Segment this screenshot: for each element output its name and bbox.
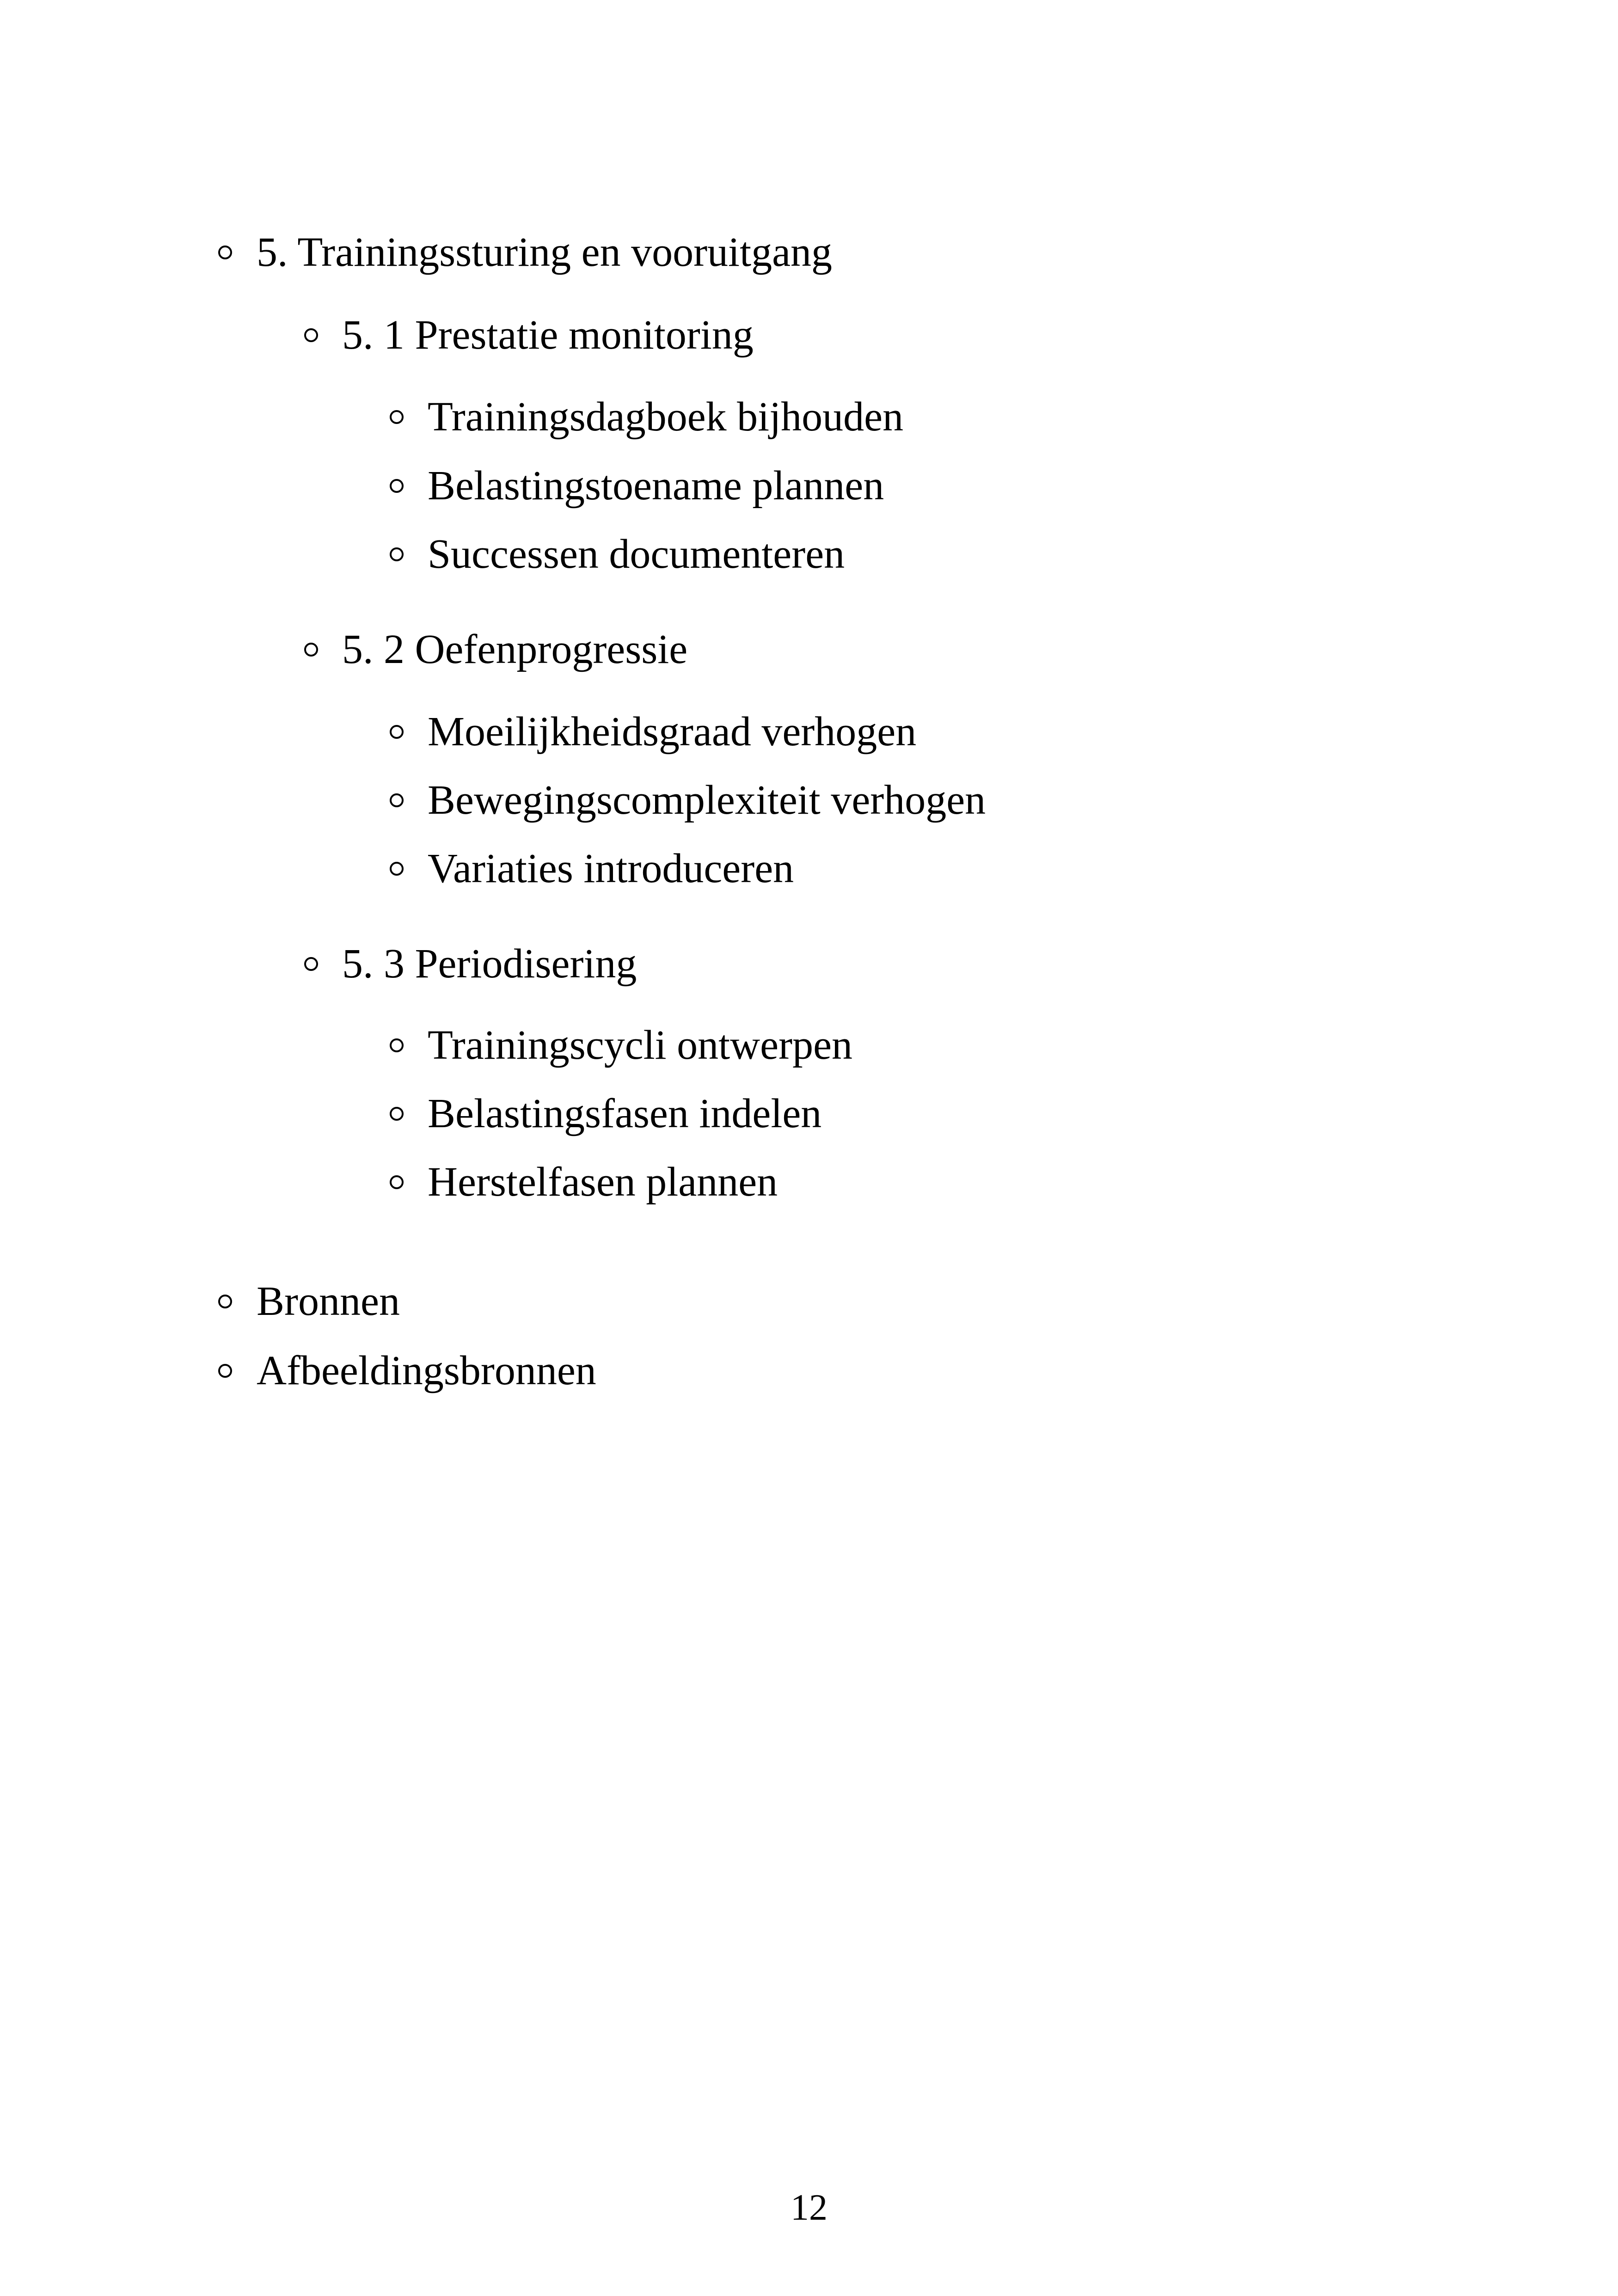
- toc-item: Successen documenteren: [428, 531, 845, 577]
- toc-item: Belastingstoename plannen: [428, 463, 884, 509]
- toc-item: Herstelfasen plannen: [428, 1159, 778, 1205]
- toc-subsection-5-2: 5. 2 Oefenprogressie: [342, 626, 688, 672]
- bullet-icon: [218, 246, 232, 259]
- bullet-icon: [390, 1038, 404, 1052]
- bullet-icon: [304, 957, 318, 971]
- bullet-icon: [304, 643, 318, 657]
- toc-item: Moeilijkheidsgraad verhogen: [428, 709, 917, 755]
- toc-item: Trainingsdagboek bijhouden: [428, 394, 904, 440]
- bullet-icon: [304, 328, 318, 342]
- bullet-icon: [390, 1107, 404, 1121]
- toc-item: Belastingsfasen indelen: [428, 1091, 822, 1136]
- bullet-icon: [390, 1175, 404, 1189]
- bullet-icon: [390, 410, 404, 424]
- bullet-icon: [218, 1364, 232, 1378]
- toc-item: Trainingscycli ontwerpen: [428, 1022, 853, 1068]
- bullet-icon: [390, 547, 404, 561]
- toc-bronnen: Bronnen: [257, 1278, 400, 1324]
- bullet-icon: [390, 479, 404, 493]
- toc-section-5: 5. Trainingssturing en vooruitgang: [257, 229, 833, 275]
- toc-afbeeldingsbronnen: Afbeeldingsbronnen: [257, 1348, 596, 1394]
- toc-subsection-5-3: 5. 3 Periodisering: [342, 941, 637, 987]
- bullet-icon: [218, 1295, 232, 1308]
- bullet-icon: [390, 793, 404, 807]
- bullet-icon: [390, 862, 404, 876]
- toc-item: Variaties introduceren: [428, 846, 794, 891]
- page-number: 12: [791, 2187, 827, 2228]
- toc-subsection-5-1: 5. 1 Prestatie monitoring: [342, 312, 754, 358]
- bullet-icon: [390, 725, 404, 739]
- toc-item: Bewegingscomplexiteit verhogen: [428, 777, 986, 823]
